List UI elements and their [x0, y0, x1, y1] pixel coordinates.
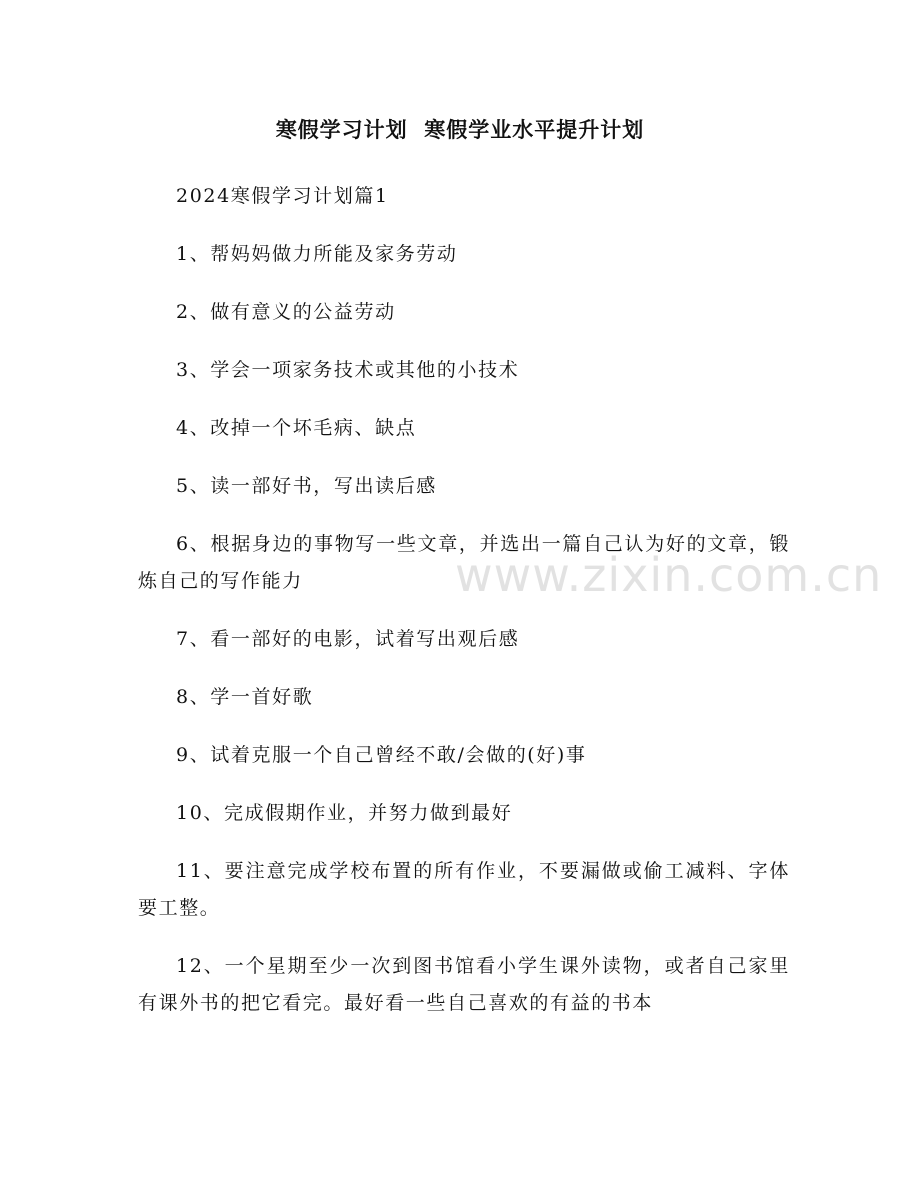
- list-item: 1、帮妈妈做力所能及家务劳动: [176, 243, 458, 265]
- list-item: 9、试着克服一个自己曾经不敢/会做的(好)事: [176, 744, 587, 766]
- list-item: 12、一个星期至少一次到图书馆看小学生课外读物，或者自己家里有课外书的把它看完。最好看一些自己喜欢的有益的书本: [138, 955, 790, 1014]
- list-item: 2、做有意义的公益劳动: [176, 301, 396, 323]
- list-item: 11、要注意完成学校布置的所有作业，不要漏做或偷工减料、字体要工整。: [138, 860, 790, 919]
- list-item: 6、根据身边的事物写一些文章，并选出一篇自己认为好的文章，锻炼自己的写作能力: [138, 533, 790, 592]
- list-item: 4、改掉一个坏毛病、缺点: [176, 417, 417, 439]
- list-item: 7、看一部好的电影，试着写出观后感: [176, 628, 520, 650]
- list-item: 8、学一首好歌: [176, 686, 314, 708]
- list-item: 10、完成假期作业，并努力做到最好: [176, 802, 513, 824]
- section-heading: 2024寒假学习计划篇1: [176, 185, 389, 207]
- document-body: [138, 178, 790, 1043]
- document-title: 寒假学习计划 寒假学业水平提升计划: [275, 118, 645, 142]
- list-item: 5、读一部好书，写出读后感: [176, 475, 437, 497]
- watermark: www.zixin.com.cn: [455, 548, 883, 602]
- list-item: 3、学会一项家务技术或其他的小技术: [176, 359, 520, 381]
